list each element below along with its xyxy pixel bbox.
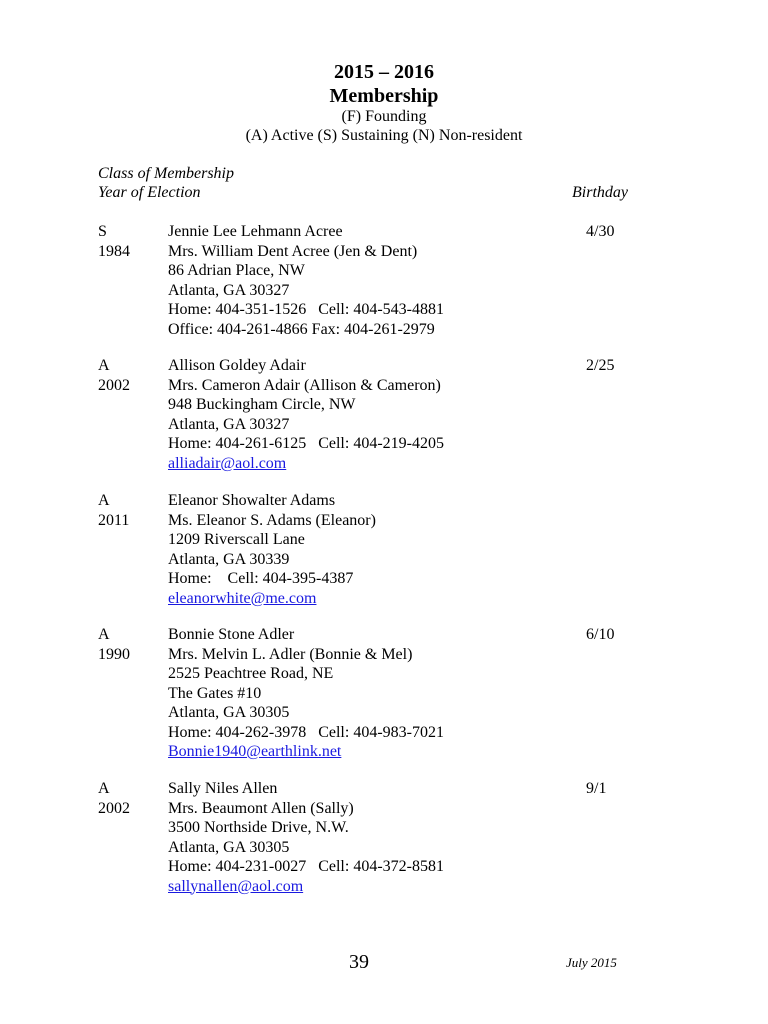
member-address-line: Atlanta, GA 30327 (168, 415, 290, 433)
member-birthday: 4/30 (586, 223, 615, 240)
member-address-line: Atlanta, GA 30305 (168, 838, 290, 856)
legend-founding: (F) Founding (341, 108, 427, 125)
member-phones: Home: 404-231-0027 Cell: 404-372-8581 (168, 858, 444, 875)
member-name: Sally Niles Allen (168, 780, 278, 797)
member-year: 2002 (98, 376, 130, 394)
page-number: 39 (349, 951, 369, 973)
page-title: Membership (329, 85, 439, 107)
member-address-line: Atlanta, GA 30327 (168, 281, 290, 299)
member-year: 2002 (98, 799, 130, 817)
member-formal-name: Mrs. Cameron Adair (Allison & Cameron) (168, 376, 441, 394)
member-birthday: 2/25 (586, 357, 615, 374)
directory-years: 2015 – 2016 (334, 61, 434, 83)
member-name: Jennie Lee Lehmann Acree (168, 223, 343, 240)
member-year: 2011 (98, 511, 130, 529)
member-address-line: 3500 Northside Drive, N.W. (168, 819, 349, 836)
member-birthday: 6/10 (586, 626, 615, 643)
member-address-line: Atlanta, GA 30339 (168, 550, 290, 568)
member-address-line: 1209 Riverscall Lane (168, 531, 305, 548)
member-phones: Home: 404-351-1526 Cell: 404-543-4881 (168, 301, 444, 318)
column-header-class: Class of Membership (98, 165, 234, 182)
member-formal-name: Ms. Eleanor S. Adams (Eleanor) (168, 511, 376, 529)
member-class: A (98, 357, 110, 374)
member-address-line: Atlanta, GA 30305 (168, 704, 290, 721)
column-header-year: Year of Election (98, 184, 201, 201)
member-email-link[interactable]: alliadair@aol.com (168, 454, 287, 472)
member-phones: Home: 404-261-6125 Cell: 404-219-4205 (168, 435, 444, 452)
legend-classes: (A) Active (S) Sustaining (N) Non-resident (245, 127, 523, 144)
member-phones: Home: 404-262-3978 Cell: 404-983-7021 (168, 723, 444, 741)
member-class: A (98, 626, 110, 643)
member-year: 1990 (98, 645, 130, 663)
member-office-phones: Office: 404-261-4866 Fax: 404-261-2979 (168, 320, 435, 338)
member-address-line: 86 Adrian Place, NW (168, 262, 305, 279)
member-name: Bonnie Stone Adler (168, 626, 295, 643)
member-phones: Home: Cell: 404-395-4387 (168, 570, 354, 587)
member-birthday: 9/1 (586, 780, 607, 797)
member-class: A (98, 492, 110, 509)
member-class: S (98, 223, 107, 240)
member-address-line: 948 Buckingham Circle, NW (168, 396, 356, 413)
footer-date: July 2015 (566, 955, 617, 970)
member-formal-name: Mrs. Beaumont Allen (Sally) (168, 799, 354, 817)
member-formal-name: Mrs. Melvin L. Adler (Bonnie & Mel) (168, 645, 413, 663)
member-year: 1984 (98, 242, 130, 260)
member-address-line: 2525 Peachtree Road, NE (168, 665, 334, 682)
member-name: Eleanor Showalter Adams (168, 492, 336, 509)
member-email-link[interactable]: eleanorwhite@me.com (168, 589, 317, 607)
member-formal-name: Mrs. William Dent Acree (Jen & Dent) (168, 242, 418, 260)
column-header-birthday: Birthday (572, 184, 628, 201)
member-name: Allison Goldey Adair (168, 357, 306, 374)
member-email-link[interactable]: sallynallen@aol.com (168, 877, 304, 895)
member-address-line: The Gates #10 (168, 684, 262, 702)
member-email-link[interactable]: Bonnie1940@earthlink.net (168, 743, 342, 760)
member-class: A (98, 780, 110, 797)
